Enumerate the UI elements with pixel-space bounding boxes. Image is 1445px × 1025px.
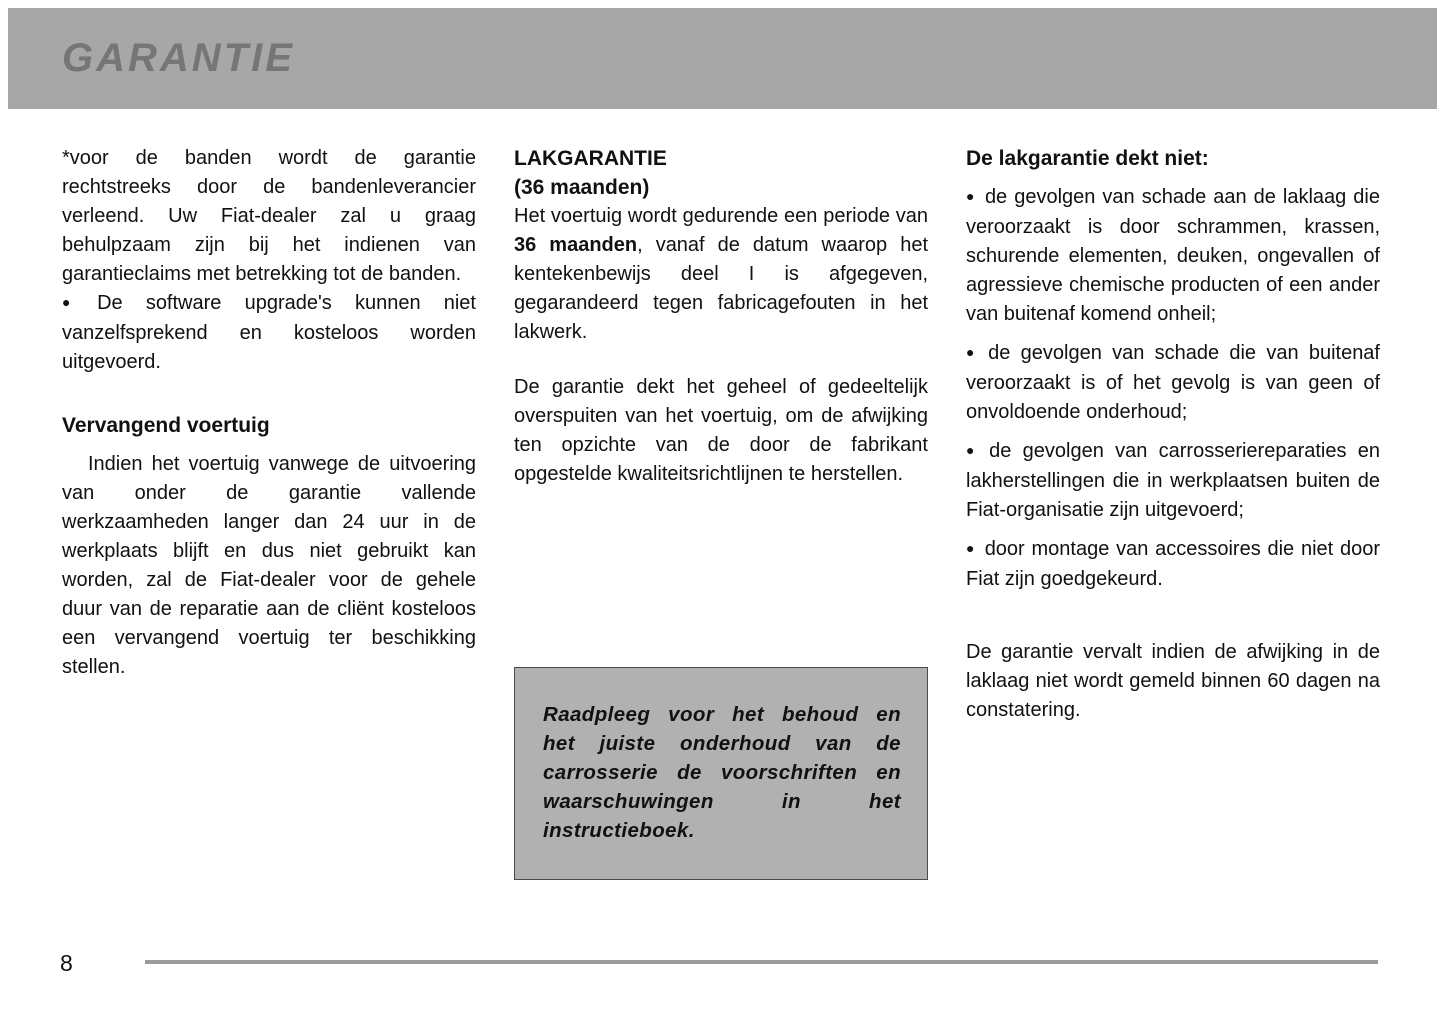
exclusion-text: de gevolgen van schade die van buitenaf veroorzaakt is of het gevolg is van geen of onvoldoende onderhoud;: [966, 342, 1380, 423]
header-banner: [8, 8, 1437, 109]
paint-warranty-text-post: , vanaf de datum waarop het kentekenbewijs deel I is afgegeven, gegarandeerd tegen fabricagefouten in het lakwerk.: [514, 234, 928, 343]
replacement-vehicle-paragraph: Indien het voertuig vanwege de uitvoering van onder de garantie vallende werkzaamheden langer dan 24 uur in de werkplaats blijft en dus niet gebruikt kan worden, zal de Fiat-dealer voor de gehele duur van de reparatie aan de cliënt kosteloos een vervangend voertuig ter beschikking stellen.: [62, 453, 476, 678]
content-columns: [62, 144, 1380, 880]
paint-warranty-text-pre: Het voertuig wordt gedurende een periode van: [514, 205, 928, 227]
warranty-lapse-paragraph: De garantie vervalt indien de afwijking in de laklaag niet wordt gemeld binnen 60 dagen na constatering.: [966, 641, 1380, 721]
maintenance-notice-box: [514, 667, 928, 880]
page-title: GARANTIE: [62, 36, 295, 80]
bullet-icon: ●: [62, 294, 89, 310]
exclusion-text: de gevolgen van carrosseriereparaties en lakherstellingen die in werkplaatsen buiten de Fiat-organisatie zijn uitgevoerd;: [966, 440, 1380, 521]
maintenance-notice-text: Raadpleeg voor het behoud en het juiste onderhoud van de carrosserie de voorschriften en waarschuwingen in het instructieboek.: [543, 703, 901, 842]
software-bullet-text: De software upgrade's kunnen niet vanzelfsprekend en kosteloos worden uitgevoerd.: [62, 292, 476, 373]
exclusions-heading: De lakgarantie dekt niet:: [966, 147, 1209, 170]
exclusion-text: door montage van accessoires die niet door Fiat zijn goedgekeurd.: [966, 538, 1380, 590]
exclusion-item: [966, 339, 1380, 427]
exclusion-item: [966, 183, 1380, 329]
exclusion-text: de gevolgen van schade aan de laklaag die veroorzaakt is door schrammen, krassen, schurende elementen, deuken, ongevallen of agressieve chemische producten of een ander van buitenaf komend onheil;: [966, 186, 1380, 325]
column-right: [966, 144, 1380, 880]
respray-paragraph: De garantie dekt het geheel of gedeeltelijk overspuiten van het voertuig, om de afwijking ten opzichte van de door de fabrikant opgestelde kwaliteitsrichtlijnen te herstellen.: [514, 376, 928, 485]
page-number: 8: [60, 950, 73, 976]
bullet-icon: ●: [966, 442, 981, 458]
paint-warranty-36-months: 36 maanden: [514, 234, 638, 256]
exclusion-item: [966, 437, 1380, 525]
replacement-vehicle-heading: Vervangend voertuig: [62, 414, 270, 437]
software-bullet-paragraph: [62, 289, 476, 377]
footer-divider: [145, 960, 1378, 964]
column-left: [62, 144, 476, 880]
tyres-warranty-paragraph: *voor de banden wordt de garantie rechtstreeks door de bandenleverancier verleend. Uw Fiat-dealer zal u graag behulpzaam zijn bij het indienen van garantieclaims met betrekking tot de banden.: [62, 147, 476, 285]
paint-warranty-heading-line1: LAKGARANTIE: [514, 147, 667, 170]
bullet-icon: ●: [966, 540, 976, 556]
bullet-icon: ●: [966, 344, 980, 360]
exclusion-item: [966, 535, 1380, 594]
paint-warranty-paragraph: [514, 202, 928, 347]
paint-warranty-heading-line2: (36 maanden): [514, 176, 650, 199]
bullet-icon: ●: [966, 188, 976, 204]
column-middle: [514, 144, 928, 880]
